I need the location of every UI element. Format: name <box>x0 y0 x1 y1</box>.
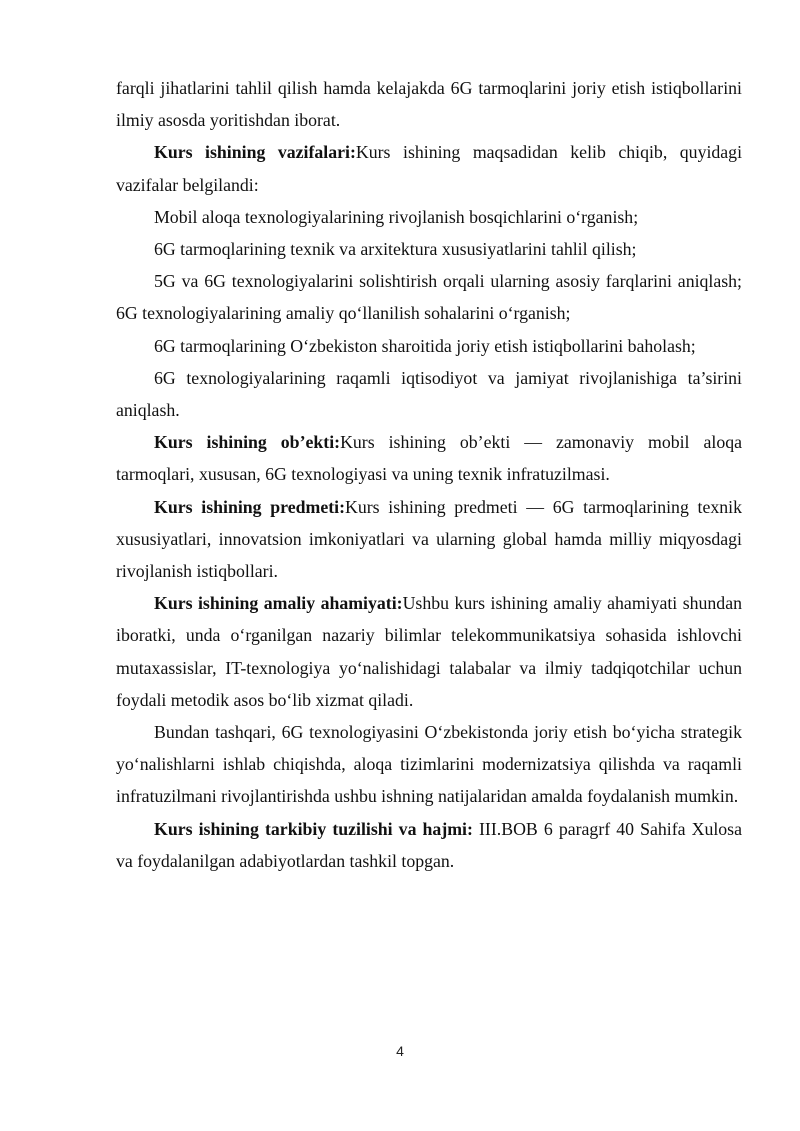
paragraph-text: farqli jihatlarini tahlil qilish hamda kelajakda 6G tarmoqlarini joriy etish istiqbollarini ilmiy asosda yoritishdan iborat. <box>116 78 742 131</box>
paragraph-text: Ushbu kurs ishining amaliy ahamiyati shundan iboratki, unda o‘rganilgan nazariy bilimlar telekommunikatsiya sohasida ishlovchi mutaxassislar, IT-texnologiya yo‘nalishidagi talabalar va ilmiy tadqiqotchilar uchun foydali metodik asos bo‘lib xizmat qiladi. <box>116 593 742 710</box>
page-number: 4 <box>396 1043 404 1059</box>
paragraph-heading: Kurs ishining amaliy ahamiyati: <box>154 593 403 614</box>
task-item-3 <box>116 265 742 329</box>
task-item-4 <box>116 330 742 362</box>
paragraph-heading: Kurs ishining tarkibiy tuzilishi va hajmi: <box>154 818 473 839</box>
paragraph-text: Kurs ishining maqsadidan kelib chiqib, quyidagi vazifalar belgilandi: <box>116 142 743 195</box>
paragraph-text: 6G texnologiyalarining raqamli iqtisodiyot va jamiyat rivojlanishiga ta’sirini aniqlash. <box>116 367 742 421</box>
paragraph-text: 6G tarmoqlarining texnik va arxitektura xususiyatlarini tahlil qilish; <box>154 239 637 260</box>
paragraph-tasks <box>116 136 742 200</box>
paragraph-structure <box>116 813 742 877</box>
task-item-2 <box>116 233 742 265</box>
paragraph-text: Kurs ishining ob’ekti — zamonaviy mobil aloqa tarmoqlari, xususan, 6G texnologiyasi va uning texnik infratuzilmasi. <box>116 432 742 485</box>
paragraph-text: Mobil aloqa texnologiyalarining rivojlanish bosqichlarini o‘rganish; <box>154 206 639 227</box>
paragraph-practical-significance <box>116 587 742 716</box>
paragraph-text: 6G tarmoqlarining O‘zbekiston sharoitida joriy etish istiqbollarini baholash; <box>154 335 696 356</box>
paragraph-text: Bundan tashqari, 6G texnologiyasini O‘zbekistonda joriy etish bo‘yicha strategik yo‘nalishlarni ishlab chiqishda, aloqa tizimlarini modernizatsiya qilishda va raqamli infratuzilmani rivojlantirishda ushbu ishning natijalaridan amalda foydalanish mumkin. <box>116 722 742 807</box>
task-item-5 <box>116 362 742 426</box>
paragraph-heading: Kurs ishining ob’ekti: <box>154 432 341 453</box>
paragraph-text: III.BOB 6 paragrf 40 Sahifa Xulosa va foydalanilgan adabiyotlardan tashkil topgan. <box>116 818 742 871</box>
paragraph-text: Kurs ishining predmeti — 6G tarmoqlarining texnik xususiyatlari, innovatsion imkoniyatlari va ularning global hamda milliy miqyosdagi rivojlanish istiqbollari. <box>116 496 743 582</box>
paragraph-additional <box>116 716 742 813</box>
paragraph-text: 5G va 6G texnologiyalarini solishtirish orqali ularning asosiy farqlarini aniqlash; 6G texnologiyalarining amaliy qo‘llanilish sohalarini o‘rganish; <box>116 271 742 324</box>
paragraph-subject <box>116 491 742 588</box>
task-item-1 <box>116 201 742 233</box>
paragraph-heading: Kurs ishining vazifalari: <box>154 142 356 163</box>
paragraph-heading: Kurs ishining predmeti: <box>154 496 345 517</box>
paragraph-purpose-continuation <box>116 72 742 136</box>
document-page <box>116 72 742 877</box>
paragraph-object <box>116 426 742 490</box>
